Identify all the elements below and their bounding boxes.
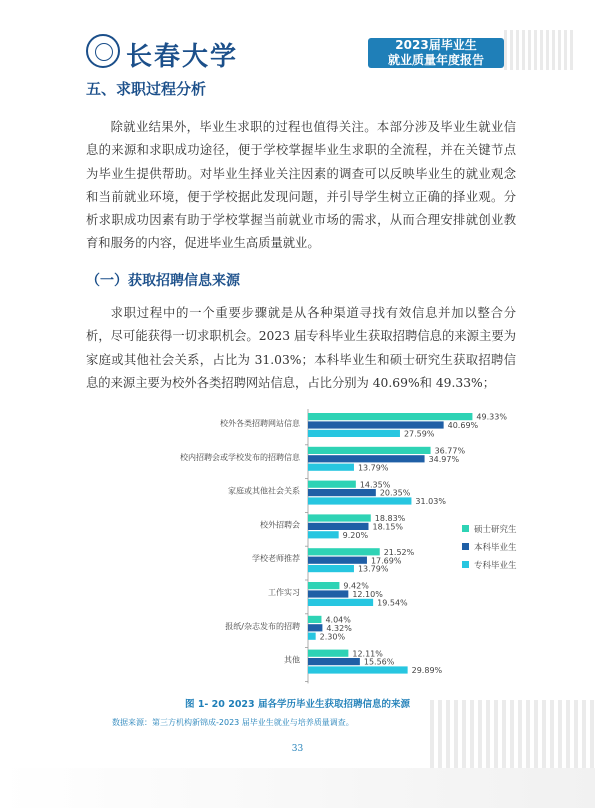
bar-data-label: 4.32%	[326, 623, 352, 633]
bar-bachelor	[308, 590, 348, 597]
legend-swatch	[462, 525, 469, 532]
university-logo-text: 长春大学	[126, 42, 239, 72]
bar-bachelor	[308, 455, 425, 462]
bar-master	[308, 481, 356, 488]
bar-junior-college	[308, 599, 373, 606]
bar-junior-college	[308, 531, 339, 538]
bar-data-label: 19.54%	[377, 598, 408, 608]
page-number: 33	[291, 744, 304, 754]
category-tick-label: 工作实习	[268, 588, 300, 597]
category-tick-label: 校外各类招聘网站信息	[220, 419, 300, 428]
bar-data-label: 17.69%	[370, 556, 402, 566]
report-title-badge	[368, 38, 504, 68]
bar-junior-college	[308, 497, 411, 504]
bar-master	[308, 413, 472, 420]
bar-data-label: 4.04%	[325, 615, 351, 625]
bar-data-label: 15.56%	[363, 657, 395, 667]
bar-data-label: 40.69%	[447, 421, 479, 431]
bar-data-label: 9.42%	[343, 581, 369, 591]
bar-data-label: 12.10%	[352, 590, 383, 600]
bar-master	[308, 650, 348, 657]
bar-data-label: 14.35%	[359, 480, 391, 490]
bar-data-label: 29.89%	[411, 666, 443, 676]
category-tick-label: 校外招聘会	[260, 520, 300, 530]
bar-master	[308, 447, 431, 454]
page-header	[0, 0, 595, 80]
legend-swatch	[462, 561, 469, 568]
legend-entry: 专科毕业生	[474, 561, 517, 571]
bar-junior-college	[308, 666, 408, 673]
data-source-note: 数据来源：第三方机构新锦成-2023 届毕业生就业与培养质量调查。	[112, 718, 354, 727]
bar-master	[308, 616, 321, 623]
recruitment-source-bar-chart	[0, 405, 595, 695]
bar-data-label: 18.15%	[372, 522, 404, 532]
category-tick-label: 学校老师推荐	[252, 554, 300, 564]
bar-bachelor	[308, 658, 360, 665]
bar-data-label: 27.59%	[403, 429, 435, 439]
bar-master	[308, 582, 339, 589]
bar-bachelor	[308, 421, 444, 428]
category-tick-label: 校内招聘会或学校发布的招聘信息	[180, 452, 300, 462]
bar-data-label: 9.20%	[342, 530, 369, 540]
report-title-line2: 就业质量年度报告	[387, 53, 484, 67]
bar-bachelor	[308, 557, 367, 564]
bar-data-label: 12.11%	[352, 649, 383, 659]
bar-bachelor	[308, 624, 322, 631]
legend-entry: 本科毕业生	[474, 543, 517, 553]
subsection-heading: （一）获取招聘信息来源	[86, 273, 240, 289]
bar-master	[308, 514, 371, 521]
bar-data-label: 36.77%	[434, 446, 466, 456]
bar-junior-college	[308, 633, 316, 640]
category-tick-label: 家庭或其他社会关系	[228, 486, 300, 496]
bar-bachelor	[308, 489, 376, 496]
bar-data-label: 2.30%	[319, 632, 346, 642]
subsection-paragraph: 求职过程中的一个重要步骤就是从各种渠道寻找有效信息并加以整合分析，尽可能获得一切求职机会。2023 届专科毕业生获取招聘信息的来源主要为家庭或其他社会关系，占比为 31.03%；本科毕业生和硕士研究生获取招聘信息的来源主要为校外各类招聘网站信息，占比分别为 40.69%和 49.33%；	[86, 306, 516, 390]
report-title-line1: 2023届毕业生	[395, 38, 477, 52]
footer-bar	[0, 768, 595, 808]
bar-junior-college	[308, 430, 400, 437]
university-emblem-icon	[86, 34, 120, 68]
figure-caption: 图 1- 20 2023 届各学历毕业生获取招聘信息的来源	[185, 699, 410, 710]
bar-master	[308, 548, 380, 555]
legend-swatch	[462, 543, 469, 550]
bar-bachelor	[308, 523, 369, 530]
bar-data-label: 31.03%	[415, 497, 446, 507]
bar-data-label: 18.83%	[374, 514, 406, 524]
category-tick-label: 报纸/杂志发布的招聘	[225, 621, 300, 631]
header-building-decoration	[504, 30, 574, 70]
bar-data-label: 34.97%	[428, 454, 460, 464]
bar-data-label: 21.52%	[383, 547, 415, 557]
bar-data-label: 13.79%	[357, 564, 389, 574]
legend-entry: 硕士研究生	[474, 525, 517, 535]
category-tick-label: 其他	[284, 655, 300, 665]
bar-junior-college	[308, 464, 354, 471]
bar-data-label: 20.35%	[379, 488, 411, 498]
bar-data-label: 49.33%	[476, 412, 507, 422]
section-heading: 五、求职过程分析	[86, 80, 207, 98]
bar-data-label: 13.79%	[357, 463, 389, 473]
section-paragraph: 除就业结果外，毕业生求职的过程也值得关注。本部分涉及毕业生就业信息的来源和求职成功途径，便于学校掌握毕业生求职的全流程，并在关键节点为毕业生提供帮助。对毕业生择业关注因素的调查可以反映毕业生的就业观念和当前就业环境，便于学校据此发现问题，并引导学生树立正确的择业观。分析求职成功因素有助于学校掌握当前就业市场的需求，从而合理安排就创业教育和服务的内容，促进毕业生高质量就业。	[86, 120, 516, 251]
bar-junior-college	[308, 565, 354, 572]
